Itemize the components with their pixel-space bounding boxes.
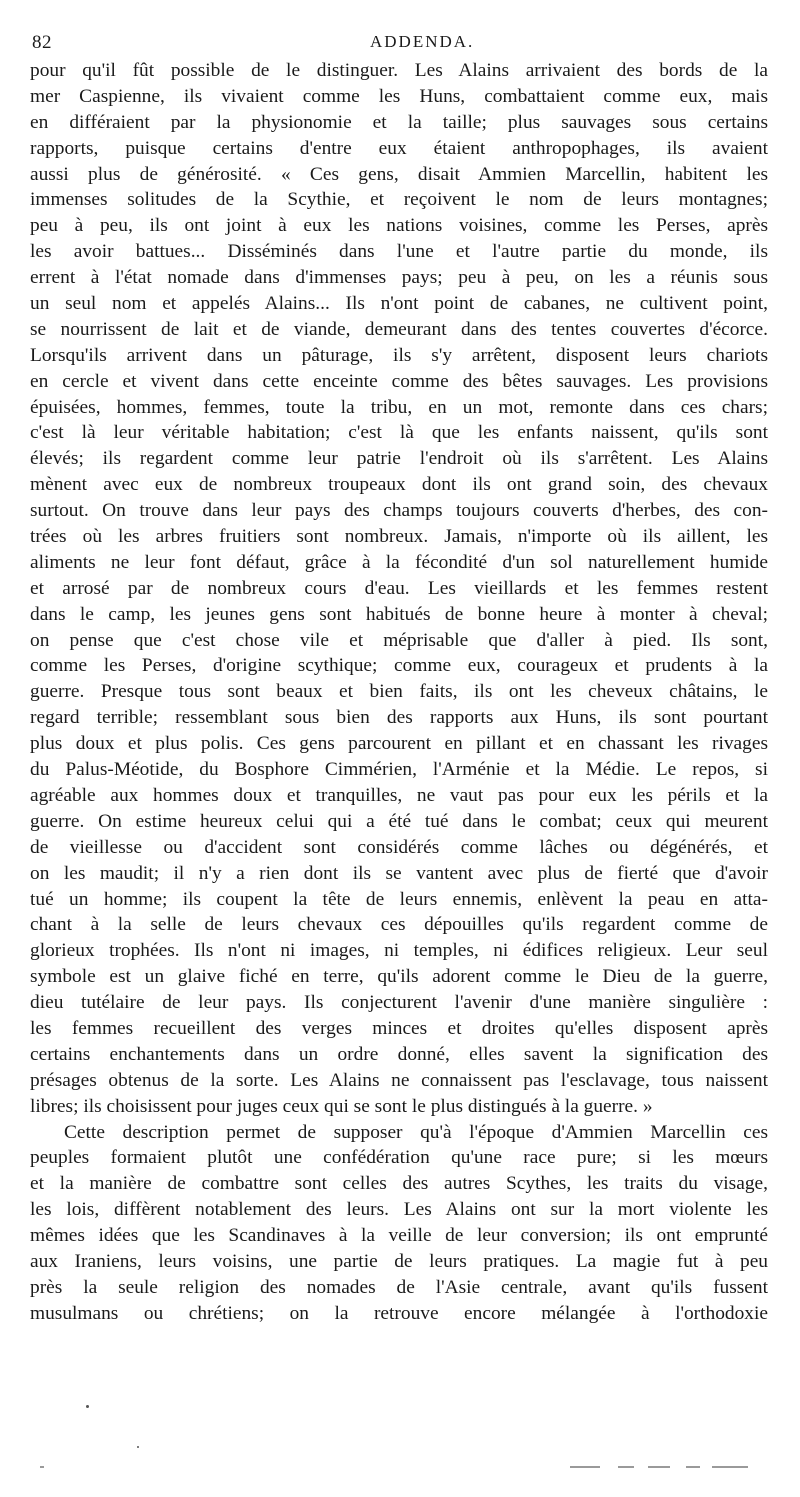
text-line: dieu tutélaire de leur pays. Ils conjecturent l'avenir d'une manière singulière :: [30, 992, 768, 1014]
text-line: glorieux trophées. Ils n'ont ni images, ni temples, ni édifices religieux. Leur seul: [30, 940, 768, 962]
page-number: 82: [32, 32, 52, 53]
text-line: agréable aux hommes doux et tranquilles, ne vaut pas pour eux les périls et la: [30, 784, 768, 806]
text-line: du Palus-Méotide, du Bosphore Cimmérien, l'Arménie et la Médie. Le repos, si: [30, 759, 768, 781]
body-text: [30, 58, 768, 1327]
text-line: on pense que c'est chose vile et méprisable que d'aller à pied. Ils sont,: [30, 629, 768, 651]
text-line: libres; ils choisissent pour juges ceux qui se sont le plus distingués à la guerre. »: [30, 1095, 653, 1117]
text-line: Cette description permet de supposer qu'à l'époque d'Ammien Marcellin ces: [64, 1121, 768, 1143]
text-line: les avoir battues... Disséminés dans l'une et l'autre partie du monde, ils: [30, 241, 768, 263]
text-line: en différaient par la physionomie et la taille; plus sauvages sous certains: [30, 111, 768, 133]
page-header: [30, 30, 770, 58]
text-line: aussi plus de générosité. « Ces gens, disait Ammien Marcellin, habitent les: [30, 163, 768, 185]
text-line: guerre. On estime heureux celui qui a été tué dans le combat; ceux qui meurent: [30, 810, 768, 832]
text-line: Lorsqu'ils arrivent dans un pâturage, ils s'y arrêtent, disposent leurs chariots: [30, 344, 768, 366]
text-line: présages obtenus de la sorte. Les Alains ne connaissent pas l'esclavage, tous naissent: [30, 1069, 768, 1091]
text-line: regard terrible; ressemblant sous bien des rapports aux Huns, ils sont pourtant: [30, 707, 768, 729]
text-line: plus doux et plus polis. Ces gens parcourent en pillant et en chassant les rivages: [30, 733, 768, 755]
text-line: mer Caspienne, ils vivaient comme les Huns, combattaient comme eux, mais: [30, 85, 768, 107]
text-line: épuisées, hommes, femmes, toute la tribu, en un mot, remonte dans ces chars;: [30, 396, 768, 418]
text-line: tué un homme; ils coupent la tête de leurs ennemis, enlèvent la peau en atta-: [30, 888, 768, 910]
text-line: surtout. On trouve dans leur pays des champs toujours couverts d'herbes, des con-: [30, 500, 768, 522]
text-line: rapports, puisque certains d'entre eux étaient anthropophages, ils avaient: [30, 137, 768, 159]
text-line: un seul nom et appelés Alains... Ils n'ont point de cabanes, ne cultivent point,: [30, 293, 768, 315]
text-line: symbole est un glaive fiché en terre, qu'ils adorent comme le Dieu de la guerre,: [30, 966, 768, 988]
text-line: de vieillesse ou d'accident sont considérés comme lâches ou dégénérés, et: [30, 836, 768, 858]
text-line: guerre. Presque tous sont beaux et bien faits, ils ont les cheveux châtains, le: [30, 681, 768, 703]
text-line: chant à la selle de leurs chevaux ces dépouilles qu'ils regardent comme de: [30, 914, 768, 936]
text-line: en cercle et vivent dans cette enceinte comme des bêtes sauvages. Les provisions: [30, 370, 768, 392]
text-line: mêmes idées que les Scandinaves à la veille de leur conversion; ils ont emprunté: [30, 1225, 768, 1247]
text-line: errent à l'état nomade dans d'immenses pays; peu à peu, on les a réunis sous: [30, 267, 768, 289]
text-line: les lois, diffèrent notablement des leurs. Les Alains ont sur la mort violente les: [30, 1199, 768, 1221]
text-line: les femmes recueillent des verges minces et droites qu'elles disposent après: [30, 1017, 768, 1039]
text-line: se nourrissent de lait et de viande, demeurant dans des tentes couvertes d'écorce.: [30, 318, 768, 340]
scan-footer-smudge: [40, 1466, 760, 1470]
text-line: trées où les arbres fruitiers sont nombreux. Jamais, n'importe où ils aillent, les: [30, 526, 768, 548]
scan-speck: [137, 1446, 139, 1448]
text-line: peu à peu, ils ont joint à eux les nations voisines, comme les Perses, après: [30, 215, 768, 237]
text-line: pour qu'il fût possible de le distinguer. Les Alains arrivaient des bords de la: [30, 60, 768, 81]
text-line: musulmans ou chrétiens; on la retrouve encore mélangée à l'orthodoxie: [30, 1302, 768, 1324]
running-head: ADDENDA.: [370, 32, 475, 51]
text-line: aux Iraniens, leurs voisins, une partie de leurs pratiques. La magie fut à peu: [30, 1250, 768, 1272]
text-line: peuples formaient plutôt une confédération qu'une race pure; si les mœurs: [30, 1147, 768, 1169]
text-line: on les maudit; il n'y a rien dont ils se vantent avec plus de fierté que d'avoir: [30, 862, 768, 884]
text-line: aliments ne leur font défaut, grâce à la fécondité d'un sol naturellement humide: [30, 551, 768, 573]
text-line: près la seule religion des nomades de l'Asie centrale, avant qu'ils fussent: [30, 1276, 768, 1298]
text-line: dans le camp, les jeunes gens sont habitués de bonne heure à monter à cheval;: [30, 603, 768, 625]
paragraph: [30, 1120, 768, 1327]
text-line: immenses solitudes de la Scythie, et reçoivent le nom de leurs montagnes;: [30, 189, 768, 211]
text-line: mènent avec eux de nombreux troupeaux dont ils ont grand soin, des chevaux: [30, 474, 768, 496]
paragraph: [30, 58, 768, 1120]
text-line: comme les Perses, d'origine scythique; comme eux, courageux et prudents à la: [30, 655, 768, 677]
text-line: c'est là leur véritable habitation; c'est là que les enfants naissent, qu'ils sont: [30, 422, 768, 444]
text-line: et la manière de combattre sont celles des autres Scythes, les traits du visage,: [30, 1173, 768, 1195]
text-line: et arrosé par de nombreux cours d'eau. Les vieillards et les femmes restent: [30, 577, 768, 599]
scan-speck: [86, 1405, 89, 1408]
text-line: certains enchantements dans un ordre donné, elles savent la signification des: [30, 1043, 768, 1065]
text-line: élevés; ils regardent comme leur patrie l'endroit où ils s'arrêtent. Les Alains: [30, 448, 768, 470]
